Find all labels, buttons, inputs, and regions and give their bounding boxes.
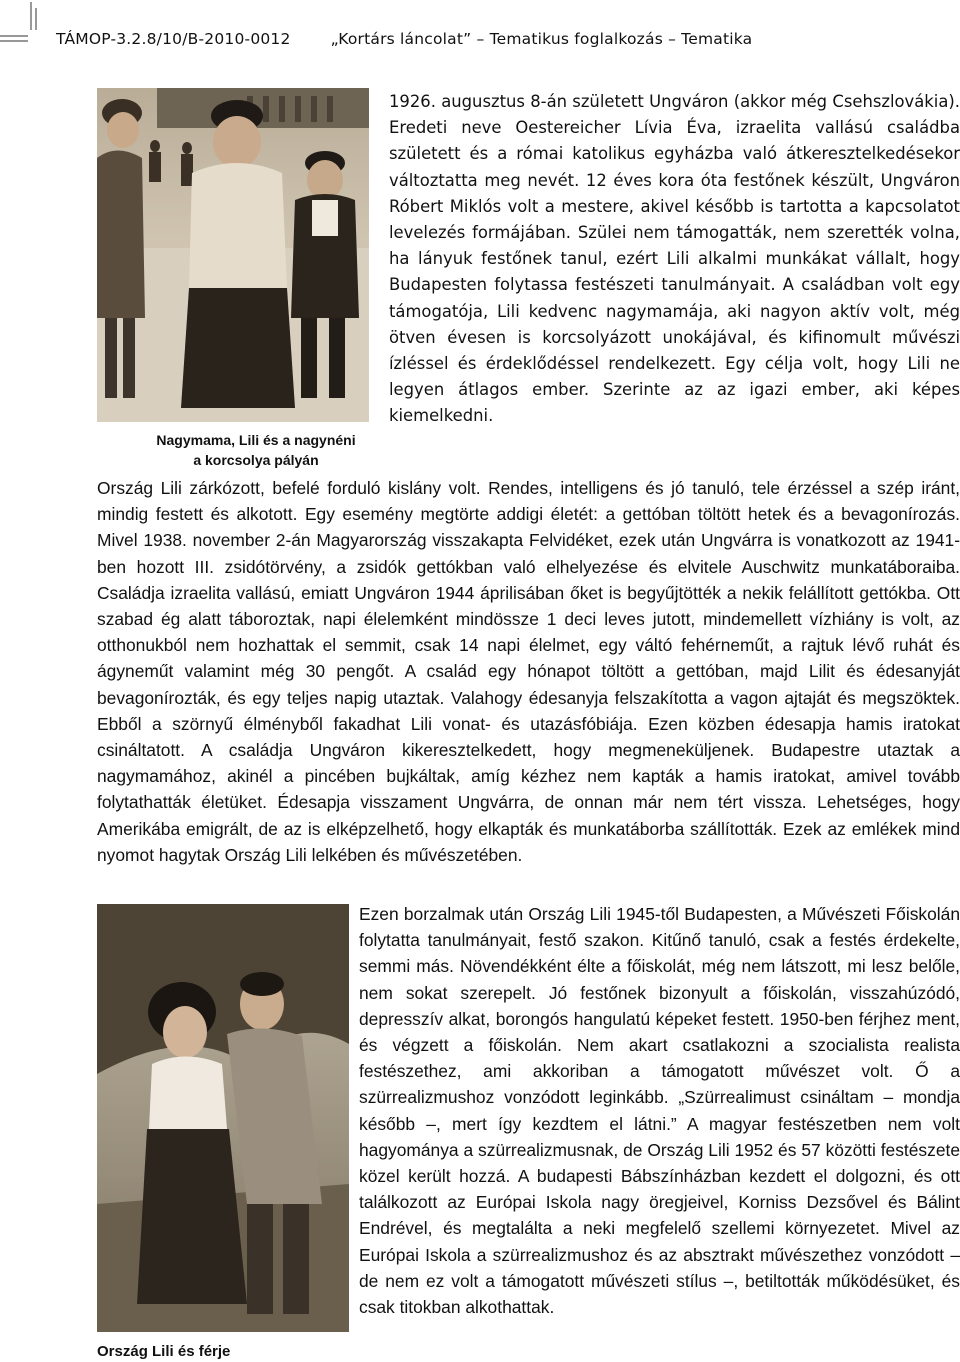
- photo-caption-1: [97, 430, 415, 470]
- header-title: „Kortárs láncolat” – Tematikus foglalkozás – Tematika: [330, 30, 753, 48]
- project-code: TÁMOP-3.2.8/10/B-2010-0012: [56, 30, 291, 48]
- paragraph-ghetto: Ország Lili zárkózott, befelé forduló kislány volt. Rendes, intelligens és jó tanuló, tele érzéssel a szép iránt, mindig festett és alkotott. Egy esemény megtörte addigi életét: a gettóban töltött hetek és a bevagonírozás. Mivel 1938. november 2-án Magyarország visszakapta Felvidéket, ezek után Ungvárra is vonatkozott az 1941-ben hozott III. zsidótörvény, a zsidók gettókban való elhelyezése és elvitele Auschwitz munkatáboraiba. Családja izraelita vallású, emiatt Ungváron 1944 áprilisában őket is begyűjtötték a nekik felállított gettókba. Ott szabad ég alatt táboroztak, napi élelemként mindössze 1 deci leves jutott, mindemellett vízhiány is volt, az otthonukból nem hozhattak el semmit, csak 14 napi élelmet, egy váltó fehérneműt, a rajtuk lévő ruhát és ágyneműt valamint még 30 pengőt. A család egy hónapot töltött a gettóban, majd Lilit és édesanyját bevagonírozták, és egy teljes napig utaztak. Valahogy édesanyja felszakította a vagon ajtaját és megszöktek. Ebből a szörnyű élményből fakadhat Lili vonat- és utazásfóbiája. Ezen közben édesapja hamis iratokat csináltatott. A családja Ungváron kikeresztelkedett, hogy megmeneküljenek. Budapestre utaztak a nagymamához, akinél a pincében bujkáltak, amíg kézhez nem kapták a hamis iratokat, amivel tovább folytathatták életüket. Édesapja visszament Ungvárra, de onnan már nem tért vissza. Lehetséges, hogy Amerikába emigrált, de az is elképzelhető, hogy elkapták és munkatáborba szállították. Ezek az emlékek mind nyomot hagytak Ország Lili lelkében és művészetében.: [97, 478, 960, 865]
- page-header: [56, 30, 936, 48]
- paragraph-birth: 1926. augusztus 8-án született Ungváron (akkor még Csehszlovákia). Eredeti neve Oestereicher Lívia Éva, izraelita vallású családba született és a római katolikus egyházba való átkeresztelkedésekor változtatta meg nevét. 12 éves kora óta festőnek készült, Ungváron Róbert Miklós volt a mestere, akivel később is tartotta a kapcsolatot levelezés formájában. Szülei nem támogatták, nem szerették volna, ha lányuk festőnek tanul, ezért Lili alkalmi munkákat vállalt, hogy Budapesten folytassa festészeti tanulmányait. A családban volt egy támogatója, Lili kedvenc nagymamája, aki nagyon aktív volt, még ötven évesen is korcsolyázott unokájával, és kifinomult művészi ízléssel és érdeklődéssel rendelkezett. Egy célja volt, hogy Lili ne legyen átlagos ember. Szerinte az az igazi ember, aki képes kiemelkedni.: [389, 92, 960, 426]
- photo-grandmother-lili-aunt: [97, 88, 369, 422]
- caption-line-1: Nagymama, Lili és a nagynéni: [156, 432, 356, 448]
- caption-line-2: a korcsolya pályán: [193, 452, 319, 468]
- photo-caption-2: Ország Lili és férje: [97, 1343, 231, 1360]
- paragraph-academy: Ezen borzalmak után Ország Lili 1945-től Budapesten, a Művészeti Főiskolán folytatta tanulmányait, festő szakon. Kitűnő tanuló, csak a festés érdekelte, semmi más. Növendékként élte a főiskolát, még nem látszott, mi lesz belőle, nem sokat szerepelt. Jó festőnek bizonyult a főiskolán, visszahúzódó, depresszív alkat, borongós hangulatú képeket festett. 1950-ben férjhez ment, és végzett a főiskolán. Nem akart csatlakozni a szocialista realista festészethez, ami akkoriban a támogatott művészet volt. Ő a szürrealizmushoz vonzódott leginkább. „Szürrealimust csináltam – mondja később –, mert így kezdtem el látni.” A magyar festészetben nem volt hagyománya a szürrealizmusnak, de Ország Lili 1952 és 57 közötti festészete közel került hozzá. A budapesti Bábszínházban kezdett el dolgozni, és ott találkozott az Európai Iskola nagy öregjeivel, Korniss Dezsővel és Bálint Endrével, és megtalálta a neki megfelelő szellemi környezetet. Mivel az Európai Iskola a szürrealizmushoz és az absztrakt művészethez vonzódott – de nem ez volt a támogatott művészeti stílus –, betiltották működésüket, és csak titokban alkothattak.: [359, 904, 960, 1318]
- header-corner-decoration: [0, 0, 60, 60]
- photo-lili-and-husband: [97, 904, 349, 1332]
